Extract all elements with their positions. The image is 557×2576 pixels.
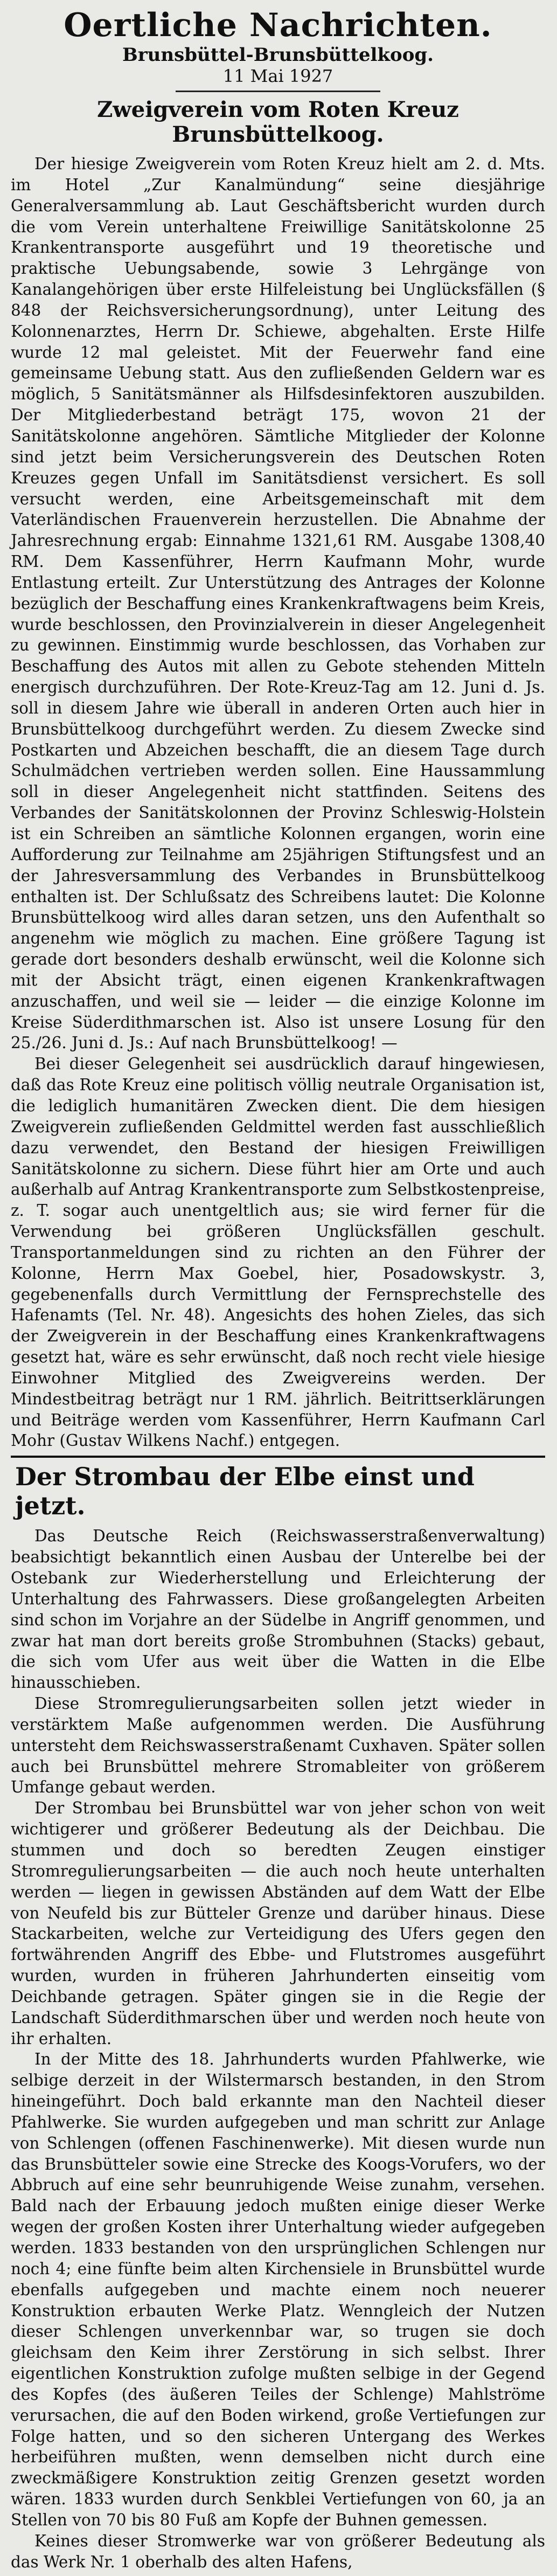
- article-separator: [11, 1456, 545, 1458]
- divider: [176, 91, 380, 92]
- article-title-line: Zweigverein vom Roten Kreuz: [97, 97, 459, 122]
- article-elbe-river-works: [11, 1462, 545, 2572]
- locality-subtitle: Brunsbüttel-Brunsbüttelkoog.: [122, 44, 434, 66]
- article-paragraph: Das Deutsche Reich (Reichswasserstraßenverwaltung) beabsichtigt bekanntlich einen Ausbau der Unterelbe bei der Ostebank zur Wiederherstellung und Erleichterung der Unterhaltung des Fahrwassers. Diese großangelegten Arbeiten sind schon im Vorjahre an der Südelbe in Angriff genommen, und zwar hat man dort bereits große Strombuhnen (Stacks) gebaut, die sich vom Ufer aus weit über die Watten in die Elbe hinausschieben.: [11, 1527, 545, 1692]
- article-title-line: Brunsbüttelkoog.: [172, 122, 384, 147]
- article-paragraph: Keines dieser Stromwerke war von größerer Bedeutung als das Werk Nr. 1 oberhalb des alten Hafens,: [11, 2531, 545, 2571]
- article-paragraph: Diese Stromregulierungsarbeiten sollen jetzt wieder in verstärktem Maße aufgenommen werden. Die Ausführung untersteht dem Reichswasserstraßenamt Cuxhaven. Später sollen auch bei Brunsbüttel mehrere Stromableiter von größerem Umfange gebaut werden.: [11, 1694, 545, 1797]
- article-paragraph: In der Mitte des 18. Jahrhunderts wurden Pfahlwerke, wie selbige derzeit in der Wilstermarsch bestanden, in den Strom hineingeführt. Doch bald erkannte man den Nachteil dieser Pfahlwerke. Sie wurden aufgegeben und man schritt zur Anlage von Schlengen (offenen Faschinenwerke). Mit diesen wurde nun das Brunsbütteler sowie eine Strecke des Koogs-Vorufers, wo der Abbruch auf eine sehr beunruhigende Weise zunahm, versehen. Bald nach der Erbauung jedoch mußten einige dieser Werke wegen der großen Kosten ihrer Unterhaltung wieder aufgegeben werden. 1833 bestanden von den ursprünglichen Schlengen nur noch 4; eine fünfte beim alten Kirchensiele in Brunsbüttel wurde ebenfalls aufgegeben und machte einem noch neuerer Konstruktion erbauten Werke Platz. Wenngleich der Nutzen dieser Schlengen unverkennbar war, so trugen sie doch gleichsam den Keim ihrer Zerstörung in sich selbst. Ihrer eigentlichen Konstruktion zufolge mußten selbige in der Gegend des Kopfes (des äußeren Teiles der Schlenge) Mahlströme verursachen, die auf den Boden wirkend, große Vertiefungen zur Folge hatten, und so den sicheren Untergang des Werkes herbeiführen mußten, wenn demselben nicht durch eine zweckmäßigere Konstruktion zeitig Grenzen gesetzt worden wären. 1833 wurden durch Senkblei Vertiefungen von 60, ja an Stellen von 70 bis 80 Fuß am Kopfe der Buhnen gemessen.: [11, 2050, 545, 2529]
- issue-date: 11 Mai 1927: [222, 66, 333, 86]
- article-paragraph: Bei dieser Gelegenheit sei ausdrücklich darauf hingewiesen, daß das Rote Kreuz eine politisch völlig neutrale Organisation ist, die lediglich humanitären Zwecken dient. Die dem hiesigen Zweigverein zufließenden Geldmittel werden fast ausschließlich dazu verwendet, den Bestand der hiesigen Freiwilligen Sanitätskolonne zu sichern. Diese führt hier am Orte und auch außerhalb auf Antrag Krankentransporte zum Selbstkostenpreise, z. T. sogar auch unentgeltlich aus; sie wird ferner für die Verwendung bei größeren Unglücksfällen geschult. Transportanmeldungen sind zu richten an den Führer der Kolonne, Herrn Max Goebel, hier, Posadowskystr. 3, gegebenenfalls durch Vermittlung der Fernsprechstelle des Hafenamts (Tel. Nr. 48). Angesichts des hohen Zieles, das sich der Zweigverein in der Beschaffung eines Krankenkraftwagens gesetzt hat, wäre es sehr erwünscht, daß noch recht viele hiesige Einwohner Mitglied des Zweigvereins werden. Der Mindestbeitrag beträgt nur 1 RM. jährlich. Beitrittserklärungen und Beiträge werden vom Kassenführer, Herrn Kaufmann Carl Mohr (Gustav Wilkens Nachf.) entgegen.: [11, 1055, 545, 1450]
- article-paragraph: Der hiesige Zweigverein vom Roten Kreuz hielt am 2. d. Mts. im Hotel „Zur Kanalmündung“ seine diesjährige Generalversammlung ab. Laut Geschäftsbericht wurden durch die vom Verein unterhaltene Freiwillige Sanitätskolonne 25 Krankentransporte ausgeführt und 19 theoretische und praktische Uebungsabende, sowie 3 Lehrgänge von Kanalangehörigen über erste Hilfeleistung bei Unglücksfällen (§ 848 der Reichsversicherungsordnung), unter Leitung des Kolonnenarztes, Herrn Dr. Schiewe, abgehalten. Erste Hilfe wurde 12 mal geleistet. Mit der Feuerwehr fand eine gemeinsame Uebung statt. Aus den zufließenden Geldern war es möglich, 5 Sanitätsmänner als Hilfsdesinfektoren auszubilden. Der Mitgliederbestand beträgt 175, wovon 21 der Sanitätskolonne angehören. Sämtliche Mitglieder der Kolonne sind jetzt beim Versicherungsverein des Deutschen Roten Kreuzes gegen Unfall im Sanitätsdienst versichert. Es soll versucht werden, eine Arbeitsgemeinschaft mit dem Vaterländischen Frauenverein herzustellen. Die Abnahme der Jahresrechnung ergab: Einnahme 1321,61 RM. Ausgabe 1308,40 RM. Dem Kassenführer, Herrn Kaufmann Mohr, wurde Entlastung erteilt. Zur Unterstützung des Antrages der Kolonne bezüglich der Beschaffung eines Krankenkraftwagens beim Kreis, wurde beschlossen, den Provinzialverein in dieser Angelegenheit zu gewinnen. Einstimmig wurde beschlossen, das Vorhaben zur Beschaffung des Autos mit allen zu Gebote stehenden Mitteln energisch durchzuführen. Der Rote-Kreuz-Tag am 12. Juni d. Js. soll in diesem Jahre wie überall in anderen Orten auch hier in Brunsbüttelkoog durchgeführt werden. Zu diesem Zwecke sind Postkarten und Abzeichen beschafft, die an diesem Tage durch Schulmädchen vertrieben werden sollen. Eine Haussammlung soll in dieser Angelegenheit nicht stattfinden. Seitens des Verbandes der Sanitätskolonnen der Provinz Schleswig-Holstein ist ein Schreiben an sämtliche Kolonnen ergangen, worin eine Aufforderung zur Teilnahme am 25jährigen Stiftungsfest und an der Jahresversammlung des Verbandes in Brunsbüttelkoog enthalten ist. Der Schlußsatz des Schreibens lautet: Die Kolonne Brunsbüttelkoog wird alles daran setzen, uns den Aufenthalt so angenehm wie möglich zu machen. Eine größere Tagung ist gerade dort besonders deshalb erwünscht, weil die Kolonne sich mit der Absicht trägt, einen eigenen Krankenkraftwagen anzuschaffen, und weil sie — leider — die einzige Kolonne im Kreise Süderdithmarschen ist. Also ist unsere Losung für den 25./26. Juni d. Js.: Auf nach Brunsbüttelkoog! —: [11, 155, 545, 1052]
- article-title: Der Strombau der Elbe einst und jetzt.: [15, 1462, 475, 1521]
- section-title: Oertliche Nachrichten.: [64, 6, 492, 44]
- article-paragraph: Der Strombau bei Brunsbüttel war von jeher schon von weit wichtigerer und größerer Bedeutung als der Deichbau. Die stummen und doch so beredten Zeugen einstiger Stromregulierungsarbeiten — die auch noch heute unterhalten werden — liegen in gewissen Abständen auf dem Watt der Elbe von Neufeld bis zur Bütteler Grenze und darüber hinaus. Diese Stackarbeiten, welche zur Verteidigung des Ufers gegen den fortwährenden Angriff des Ebbe- und Flutstromes ausgeführt wurden, wurden in früheren Jahrhunderten einseitig vom Deichbande getragen. Später gingen sie in die Regie der Landschaft Süderdithmarschen über und werden noch heute von ihr erhalten.: [11, 1799, 545, 2048]
- masthead: [11, 8, 545, 86]
- article-red-cross: [11, 98, 545, 1451]
- article-title: [11, 98, 545, 147]
